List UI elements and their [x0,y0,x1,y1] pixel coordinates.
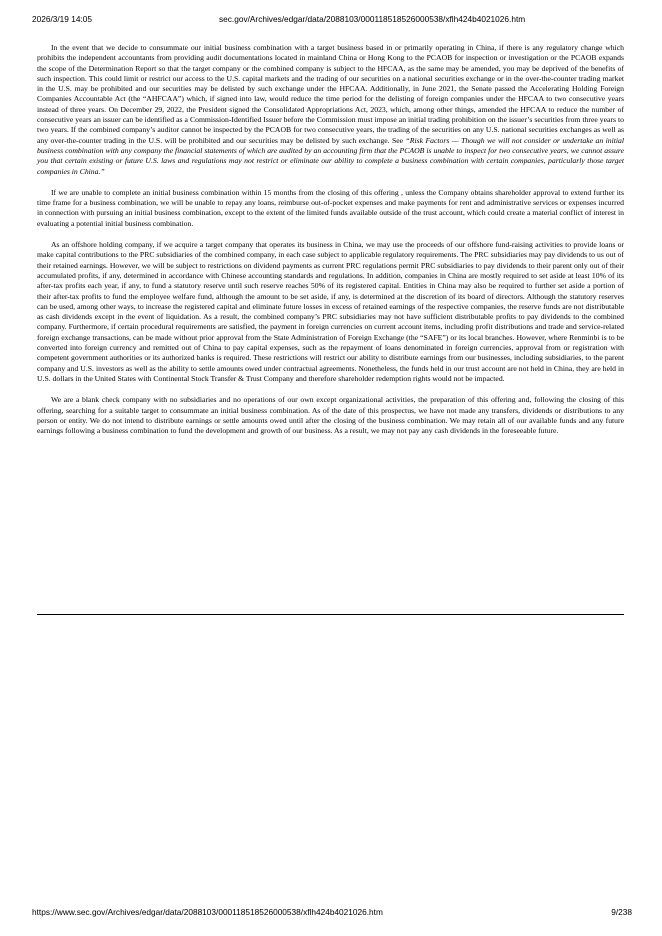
print-datetime: 2026/3/19 14:05 [32,14,92,24]
print-url: https://www.sec.gov/Archives/edgar/data/2088103/000118518526000538/xflh424b4021026.htm [32,907,383,917]
document-body [37,43,624,436]
section-divider [37,614,624,615]
page-number: 9/238 [611,907,632,917]
print-page-title: sec.gov/Archives/edgar/data/2088103/000118518526000538/xflh424b4021026.htm [219,14,526,24]
risk-factor-reference: “Risk Factors — Though we will not consider or undertake an initial business combination with any company the financial statements of which are audited by an accounting firm that the PCAOB is unable to inspect for two consecutive years, we cannot assure you that certain existing or future U.S. laws and regulations may not restrict or eliminate our ability to complete a business combination with certain companies, particularly those target companies in China.” [37,135,624,176]
paragraph-blank-check-company: We are a blank check company with no subsidiaries and no operations of our own except organizational activities, the preparation of this offering and, following the closing of this offering, searching for a suitable target to consummate an initial business combination. As of the date of this prospectus, we have not made any transfers, dividends or distributions to any person or entity. We do not intend to distribute earnings or settle amounts owed until after the closing of the business combination. We may retain all of our available funds and any future earnings following a business combination to fund the development and growth of our business. As a result, we may not pay any cash dividends in the foreseeable future. [37,395,624,436]
paragraph-business-combination-deadline: If we are unable to complete an initial business combination within 15 months from the closing of this offering , unless the Company obtains shareholder approval to extend further its time frame for a business combination, we will be unable to repay any loans, reimburse out-of-pocket expenses and make payments for rent and administrative services or expenses incurred in connection with pursuing an initial business combination, except to the extent of the limited funds available outside of the trust account, which could create a material conflict of interest in evaluating a potential initial business combination. [37,187,624,228]
paragraph-hfcaa-text: In the event that we decide to consummate our initial business combination with a target business based in or primarily operating in China, if there is any regulatory change which prohibits the independent accountants from providing audit documentations located in mainland China or Hong Kong to the PCAOB for inspection or investigation or the PCAOB expands the scope of the Determination Report so that the target company or the combined company is subject to the HFCAA, as the same may be amended, you may be deprived of the benefits of such inspection. This could limit or restrict our access to the U.S. capital markets and the trading of our securities on a national securities exchange or in the over-the-counter trading market in the U.S. may be prohibited and our securities may be delisted by such exchange under the HFCAA. Additionally, in June 2021, the Senate passed the Accelerating Holding Foreign Companies Accountable Act (the “AHFCAA”) which, if signed into law, would reduce the time period for the delisting of foreign companies under the HFCAA to two consecutive years instead of three years. On December 29, 2022, the President signed the Consolidated Appropriations Act, 2023, which, among other things, amended the HFCAA to reduce the number of consecutive years an issuer can be identified as a Commission-Identified Issuer before the Commission must impose an initial trading prohibition on the issuer’s securities from three years to two years. If the combined company’s auditor cannot be inspected by the PCAOB for two consecutive years, the trading of the securities on any U.S. national securities exchanges as well as any over-the-counter trading in the U.S. will be prohibited and our securities may be delisted by such exchange. See [37,43,624,145]
paragraph-offshore-holding-company: As an offshore holding company, if we acquire a target company that operates its business in China, we may use the proceeds of our offshore fund-raising activities to provide loans or make capital contributions to the PRC subsidiaries of the combined company, in each case subject to applicable regulatory requirements. The PRC subsidiaries may pay dividends to us out of their retained earnings. However, we will be subject to restrictions on dividend payments as current PRC regulations permit PRC subsidiaries to pay dividends to their parent only out of their accumulated profits, if any, determined in accordance with Chinese accounting standards and regulations. In addition, companies in China are mostly required to set aside at least 10% of its after-tax profits each year, if any, to fund a statutory reserve until such reserve reaches 50% of its registered capital. Entities in China may also be required to further set aside a portion of their after-tax profits to fund the employee welfare fund, although the amount to be set aside, if any, is determined at the discretion of its board of directors. Although the statutory reserves can be used, among other ways, to increase the registered capital and eliminate future losses in excess of retained earnings of the respective companies, the reserve funds are not distributable as cash dividends except in the event of liquidation. As a result, the combined company’s PRC subsidiaries may not have sufficient distributable profits to pay dividends to the combined company. Furthermore, if certain procedural requirements are satisfied, the payment in foreign currencies on current account items, including profit distributions and trade and service-related foreign exchange transactions, can be made without prior approval from the State Administration of Foreign Exchange (the “SAFE”) or its local branches. However, where Renminbi is to be converted into foreign currency and remitted out of China to pay capital expenses, such as the repayment of loans denominated in foreign currencies, approval from or registration with competent government authorities or its authorized banks is required. These restrictions will restrict our ability to distribute earnings from our businesses, including subsidiaries, to the parent company and U.S. investors as well as the ability to settle amounts owed under contractual agreements. Nonetheless, the funds held in our trust account are not held in China, they are held in U.S. dollars in the United States with Continental Stock Transfer & Trust Company and therefore shareholder redemption rights would not be impacted. [37,240,624,383]
print-footer [32,906,632,918]
paragraph-hfcaa [37,43,624,177]
print-header [32,13,632,25]
